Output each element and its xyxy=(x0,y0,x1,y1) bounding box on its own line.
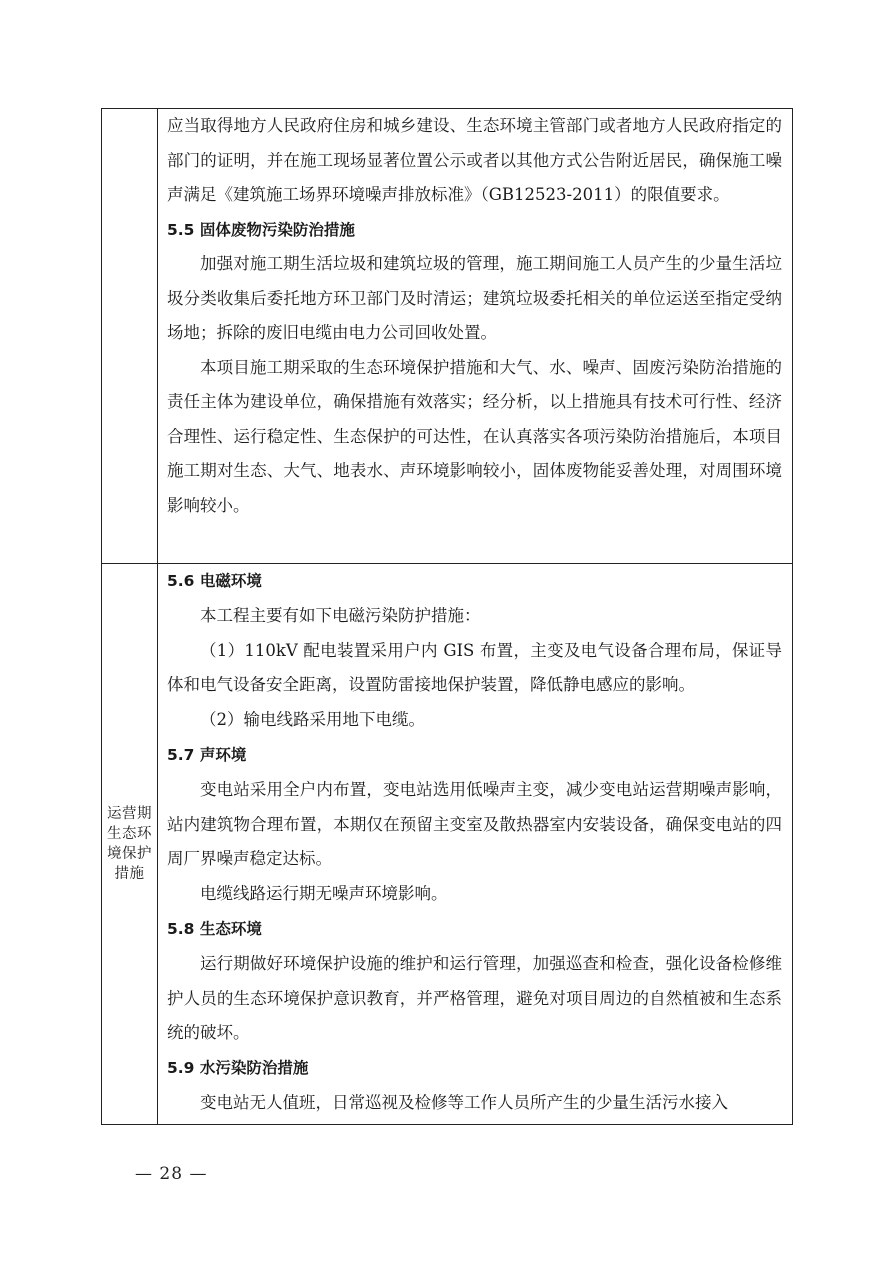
operation-measures-cell xyxy=(158,564,792,1121)
water-pollution-paragraph: 变电站无人值班，日常巡视及检修等工作人员所产生的少量生活污水接入 xyxy=(200,1092,728,1112)
noise-permit-paragraph: 应当取得地方人民政府住房和城乡建设、生态环境主管部门或者地方人民政府指定的部门的证明，并在施工现场显著位置公示或者以其他方式公告附近居民，确保施工噪声满足《建筑施工场界环境噪声排放标准》（GB12523-2011）的限值要求。 xyxy=(167,116,782,204)
page-number: — 28 — xyxy=(135,1164,208,1184)
em-intro-paragraph: 本工程主要有如下电磁污染防护措施： xyxy=(200,605,481,625)
noise-substation-paragraph: 变电站采用全户内布置，变电站选用低噪声主变，减少变电站运营期噪声影响，站内建筑物合理布置，本期仅在预留主变室及散热器室内安装设备，确保变电站的四周厂界噪声稳定达标。 xyxy=(167,779,782,869)
em-measure-2-paragraph: （2）输电线路采用地下电缆。 xyxy=(200,710,425,730)
section-heading-5-7: 5.7 声环境 xyxy=(167,745,247,764)
section-heading-5-6: 5.6 电磁环境 xyxy=(167,572,262,590)
solid-waste-paragraph: 加强对施工期生活垃圾和建筑垃圾的管理，施工期间施工人员产生的少量生活垃圾分类收集后委托地方环卫部门及时清运；建筑垃圾委托相关的单位运送至指定受纳场地；拆除的废旧电缆由电力公司回收处置。 xyxy=(167,254,782,342)
section-heading-5-5: 5.5 固体废物污染防治措施 xyxy=(167,220,355,239)
construction-summary-paragraph: 本项目施工期采取的生态环境保护措施和大气、水、噪声、固废污染防治措施的责任主体为建设单位，确保措施有效落实；经分析，以上措施具有技术可行性、经济合理性、运行稳定性、生态保护的可达性，在认真落实各项污染防治措施后，本项目施工期对生态、大气、地表水、声环境影响较小，固体废物能妥善处理，对周围环境影响较小。 xyxy=(167,357,782,515)
operation-period-label-cell xyxy=(102,564,157,1124)
em-measure-1-paragraph: （1）110kV 配电装置采用户内 GIS 布置，主变及电气设备合理布局，保证导体和电气设备安全距离，设置防雷接地保护装置，降低静电感应的影响。 xyxy=(167,640,782,695)
section-heading-5-8: 5.8 生态环境 xyxy=(167,919,262,938)
ecology-paragraph: 运行期做好环境保护设施的维护和运行管理，加强巡查和检查，强化设备检修维护人员的生态环境保护意识教育，并严格管理，避免对项目周边的自然植被和生态系统的破坏。 xyxy=(167,953,782,1043)
measures-table xyxy=(101,108,793,1125)
operation-period-label: 运营期生态环境保护措施 xyxy=(107,806,152,882)
construction-measures-cell xyxy=(158,109,792,523)
section-heading-5-9: 5.9 水污染防治措施 xyxy=(167,1059,309,1078)
noise-cable-paragraph: 电缆线路运行期无噪声环境影响。 xyxy=(200,884,448,904)
